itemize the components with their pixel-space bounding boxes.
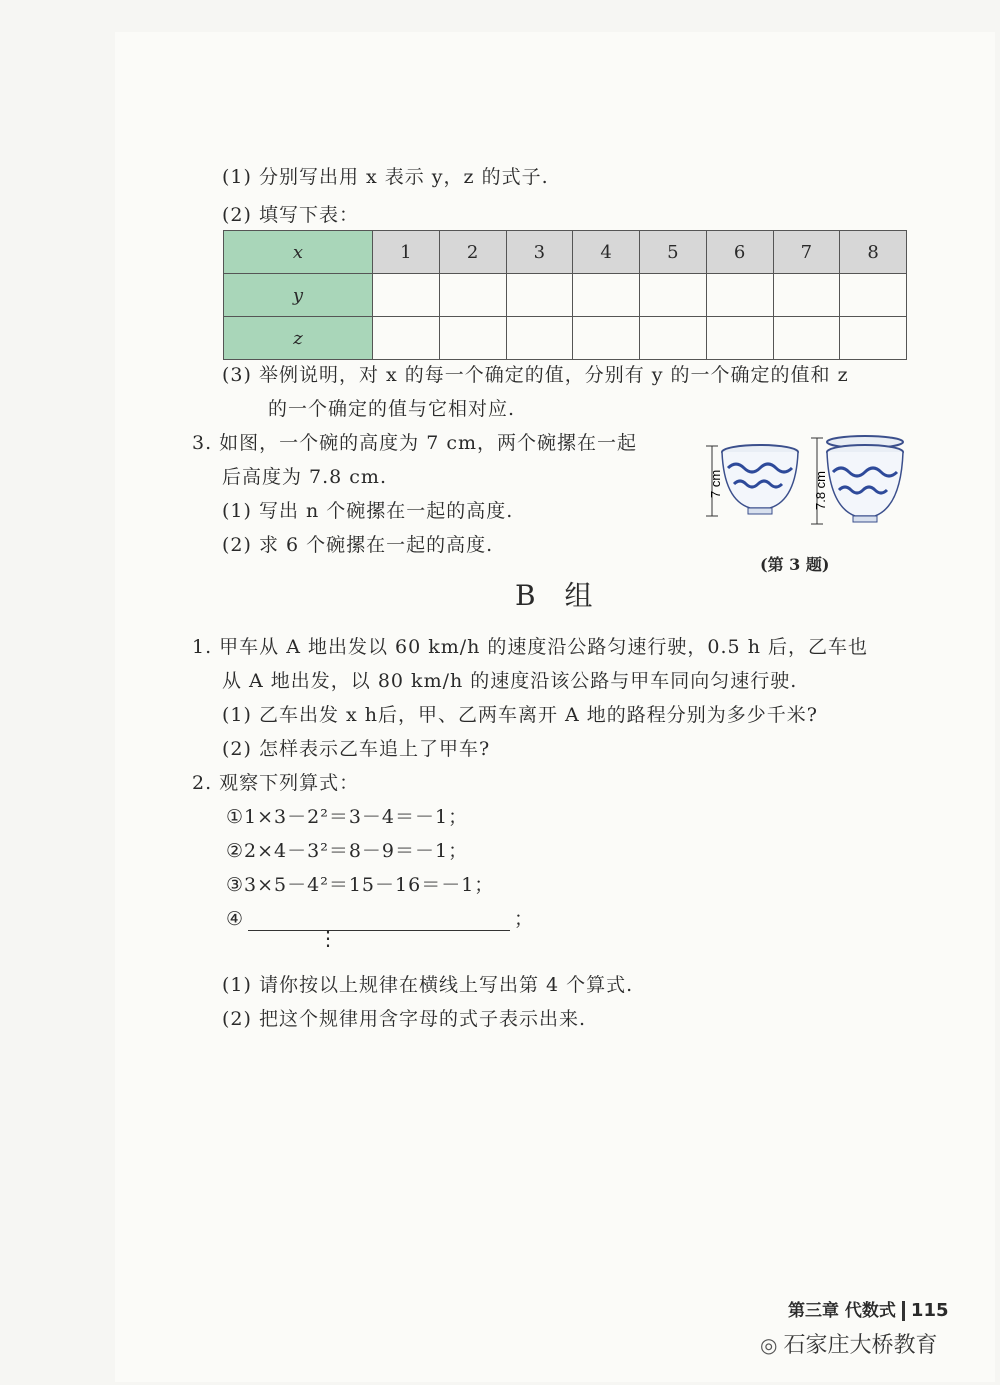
table-cell: 3 (506, 231, 573, 274)
table-cell (573, 274, 640, 317)
equation-4-end: ； (514, 908, 535, 930)
table-cell (773, 317, 840, 360)
b-problem-1-part-1: (1) 乙车出发 x h后，甲、乙两车离开 A 地的路程分别为多少千米? (222, 704, 818, 726)
table-cell: 5 (640, 231, 707, 274)
table-cell: 6 (706, 231, 773, 274)
watermark-text: 石家庄大桥教育 (783, 1333, 938, 1358)
b-problem-1-text: 1. 甲车从 A 地出发以 60 km/h 的速度沿公路匀速行驶，0.5 h 后，乙车也 (192, 636, 868, 658)
single-bowl-height-label: 7 cm (708, 469, 723, 498)
table-cell (640, 274, 707, 317)
question-3-text: (3) 举例说明，对 x 的每一个确定的值，分别有 y 的一个确定的值和 z (222, 364, 849, 386)
problem-3-continued: 后高度为 7.8 cm. (222, 466, 387, 488)
page-number: 115 (910, 1300, 949, 1321)
table-cell: 8 (840, 231, 907, 274)
table-cell (439, 317, 506, 360)
b-problem-1-part-2: (2) 怎样表示乙车追上了甲车? (222, 738, 491, 760)
equation-1: ①1×3－2²＝3－4＝－1； (226, 806, 469, 828)
figure-caption: (第 3 题) (760, 555, 830, 574)
table-cell: 1 (373, 231, 440, 274)
table-row-z (224, 317, 907, 360)
problem-3-part-2: (2) 求 6 个碗摞在一起的高度. (222, 534, 494, 556)
b-problem-2-part-1: (1) 请你按以上规律在横线上写出第 4 个算式. (222, 974, 634, 996)
table-header-z: z (224, 317, 373, 360)
table-cell (439, 274, 506, 317)
group-b-title: B 组 (515, 579, 603, 612)
problem-3-part-1: (1) 写出 n 个碗摞在一起的高度. (222, 500, 514, 522)
table-cell (840, 317, 907, 360)
table-cell (640, 317, 707, 360)
page-footer (788, 1296, 949, 1321)
table-cell (373, 274, 440, 317)
bowls-figure (700, 428, 910, 538)
table-cell (773, 274, 840, 317)
table-header-x: x (224, 231, 373, 274)
table-row-y (224, 274, 907, 317)
footer-divider (902, 1301, 905, 1321)
table-cell (706, 317, 773, 360)
question-2-text: (2) 填写下表： (222, 204, 359, 226)
b-problem-2-text: 2. 观察下列算式： (192, 772, 360, 794)
table-row-x (224, 231, 907, 274)
equation-3: ③3×5－4²＝15－16＝－1； (226, 874, 495, 896)
table-cell (506, 317, 573, 360)
stacked-bowls-height-label: 7.8 cm (813, 470, 828, 510)
equation-2: ②2×4－3²＝8－9＝－1； (226, 840, 469, 862)
b-problem-2-part-2: (2) 把这个规律用含字母的式子表示出来. (222, 1008, 586, 1030)
table-cell (373, 317, 440, 360)
value-table (223, 230, 907, 360)
table-cell: 2 (439, 231, 506, 274)
source-watermark (760, 1328, 937, 1359)
question-1-text: (1) 分别写出用 x 表示 y，z 的式子. (222, 166, 549, 188)
table-cell (506, 274, 573, 317)
answer-blank-line (248, 910, 510, 931)
table-cell: 4 (573, 231, 640, 274)
equation-4-number: ④ (226, 908, 245, 930)
problem-3-text: 3. 如图，一个碗的高度为 7 cm，两个碗摞在一起 (192, 432, 637, 454)
table-cell (573, 317, 640, 360)
wechat-icon: ◎ (760, 1333, 778, 1357)
table-cell: 7 (773, 231, 840, 274)
continuation-dots: ⋮ (318, 926, 338, 950)
table-header-y: y (224, 274, 373, 317)
b-problem-1-continued: 从 A 地出发，以 80 km/h 的速度沿该公路与甲车同向匀速行驶. (222, 670, 798, 692)
question-3-continued: 的一个确定的值与它相对应. (268, 398, 516, 420)
table-cell (840, 274, 907, 317)
chapter-label: 第三章 代数式 (788, 1301, 896, 1321)
table-cell (706, 274, 773, 317)
equation-4-blank (226, 904, 534, 931)
